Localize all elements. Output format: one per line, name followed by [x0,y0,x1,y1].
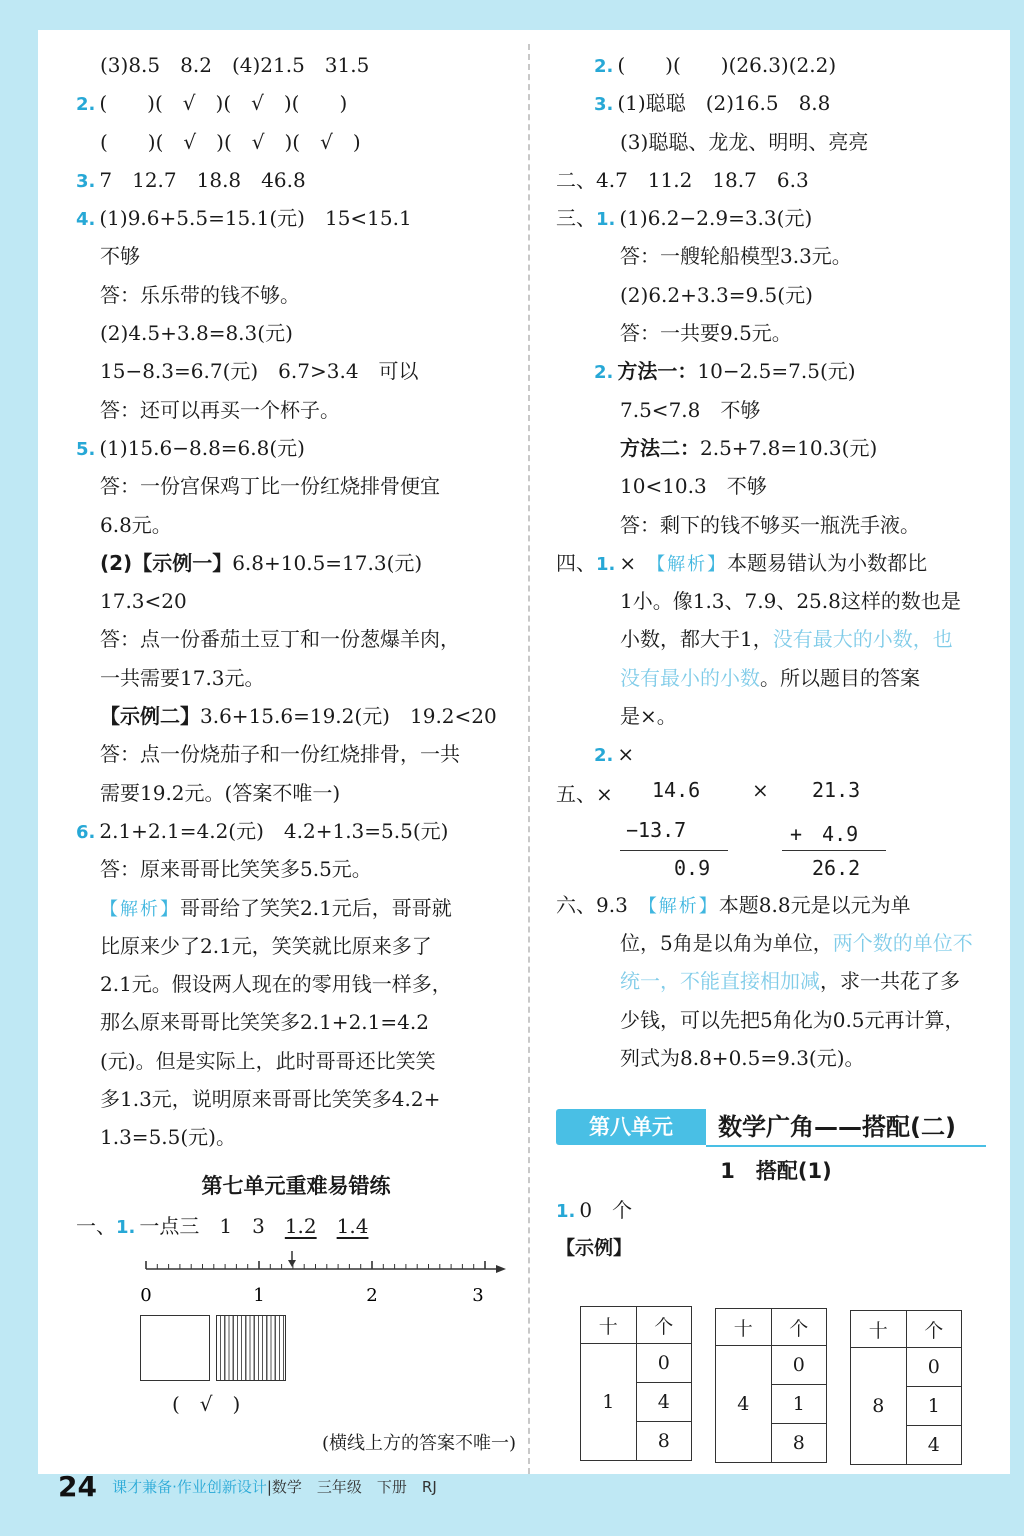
vertical1-rule [620,850,728,851]
unit-title: 数学广角——搭配(二) [718,1113,956,1142]
question-number: 2. [594,362,614,384]
answer-line: 2. ( )( )(26.3)(2.2) [594,53,837,77]
table-header-tens: 十 [716,1309,772,1346]
answer-line: 答：原来哥哥比笑笑多5.5元。 [100,857,372,882]
pointer-arrow-head [288,1260,296,1267]
answer-line: 需要19.2元。(答案不唯一) [100,780,341,805]
vertical2-add: + 4.9 [790,821,859,846]
blank-answer: 1.2 [284,1213,317,1238]
answer-line: 3. (1)聪聪 (2)16.5 8.8 [594,91,831,116]
table-ones-cell: 4 [636,1383,692,1422]
question-number: 5. [76,438,96,460]
answer-line: 答：还可以再买一个杯子。 [100,397,340,422]
analysis-line: 六、9.3 【解析】本题8.8元是以元为单 [556,892,911,917]
answer-line: 方法二：2.5+7.8=10.3(元) [620,435,878,460]
table-ones-cell: 8 [636,1422,692,1461]
answer-line: 二、4.7 11.2 18.7 6.3 [556,167,809,192]
analysis-line: 多1.3元，说明原来哥哥比笑笑多4.2+ [100,1087,441,1112]
question-number: 1. [116,1216,136,1238]
answer-line: (3)聪聪、龙龙、明明、亮亮 [620,129,869,154]
question-number: 3. [76,170,96,192]
analysis-line: 【解析】哥哥给了笑笑2.1元后，哥哥就 [100,895,452,920]
left-column [76,46,516,1464]
wrong-mark: × [752,777,769,802]
page-border-right [1010,0,1024,1536]
unit-banner [556,1105,996,1151]
analysis-line: 列式为8.8+0.5=9.3(元)。 [620,1045,865,1070]
analysis-tag: 【解析】 [100,898,180,920]
column-divider [528,44,530,1474]
note-line: (横线上方的答案不唯一) [321,1433,516,1455]
tick-label: 3 [472,1284,484,1306]
answer-line: 答：剩下的钱不够买一瓶洗手液。 [620,512,920,537]
table-header-ones: 个 [636,1307,692,1344]
answer-line: 3. 7 12.7 18.8 46.8 [76,167,306,192]
tick-label: 0 [140,1284,152,1306]
analysis-line: 统一，不能直接相加减，求一共花了多 [620,969,960,994]
answer-line: ( )( √ )( √ )( √ ) [100,129,361,154]
unit-badge: 第八单元 [556,1109,706,1145]
answer-line: 10<10.3 不够 [620,474,767,499]
shaded-square [216,1315,286,1381]
answer-line: 4. (1)9.6+5.5=15.1(元) 15<15.1 [76,206,412,231]
number-line-ticks [146,1261,485,1269]
analysis-line: 比原来少了2.1元，笑笑就比原来多了 [100,933,432,958]
question-number: 1. [556,1201,576,1223]
answer-line: (3)8.5 8.2 (4)21.5 31.5 [100,53,370,77]
table-tens-cell: 1 [581,1344,637,1461]
page-number: 24 [58,1470,97,1503]
answer-line: 答：点一份番茄土豆丁和一份葱爆羊肉， [100,627,460,652]
question-number: 3. [594,94,614,116]
table-header-tens: 十 [851,1311,907,1348]
vertical2-rule [782,850,886,851]
highlight-text: 没有最小的小数 [620,665,760,690]
question-number: 1. [596,553,616,575]
table-ones-cell: 0 [771,1346,827,1385]
highlight-text: 统一，不能直接相加减 [620,969,820,994]
section-label: 五、× [556,781,613,806]
answer-line: 答：一共要9.5元。 [620,321,792,346]
question-number: 4. [76,209,96,231]
answer-line: 三、1. (1)6.2−2.9=3.3(元) [556,206,813,231]
table-tens-cell: 4 [716,1346,772,1463]
answer-line: 答：点一份烧茄子和一份红烧排骨，一共 [100,742,460,767]
vertical1-top: 14.6 [652,777,701,802]
answer-line: (2)6.2+3.3=9.5(元) [620,282,813,307]
answer-line: 7.5<7.8 不够 [620,397,761,422]
question-number: 1. [596,209,616,231]
lesson-title: 1 搭配(1) [720,1159,832,1184]
answer-line: 2. ( )( √ )( √ )( ) [76,91,348,116]
table-ones-cell: 0 [906,1348,962,1387]
section-title: 第七单元重难易错练 [201,1173,391,1198]
highlight-text: 两个数的单位不 [832,930,973,955]
table-header-tens: 十 [581,1307,637,1344]
table-ones-cell: 1 [771,1385,827,1424]
answer-line: (2)【示例一】6.8+10.5=17.3(元) [100,550,423,575]
tick-label: 2 [366,1284,378,1306]
answer-line: 答：一艘轮船模型3.3元。 [620,244,852,269]
answer-line: 6.8元。 [100,512,172,537]
vertical1-subtract: −13.7 [626,817,687,842]
analysis-tag: 【解析】 [647,895,719,917]
analysis-line: (元)。但是实际上，此时哥哥还比笑笑 [100,1048,436,1073]
blank-answer: 1.4 [336,1213,369,1238]
place-value-table [580,1306,692,1461]
answer-line: 答：乐乐带的钱不够。 [100,282,300,307]
answer-line: 1. 0 个 [556,1198,633,1223]
analysis-line: 没有最小的小数。所以题目的答案 [620,665,920,690]
table-header-ones: 个 [771,1309,827,1346]
analysis-line: 1.3=5.5(元)。 [100,1125,236,1150]
table-ones-cell: 1 [906,1387,962,1426]
analysis-line: 少钱，可以先把5角化为0.5元再计算， [620,1007,965,1032]
tick-label: 1 [253,1284,265,1306]
table-ones-cell: 8 [771,1424,827,1463]
question-number: 2. [76,94,96,116]
answer-line: ( √ ) [172,1391,241,1416]
answer-line: 2. 方法一：10−2.5=7.5(元) [594,359,856,384]
analysis-line: 小数，都大于1，没有最大的小数，也 [620,627,953,652]
question-number: 2. [594,56,614,77]
answer-line: 15−8.3=6.7(元) 6.7>3.4 可以 [100,359,419,384]
vertical2-result: 26.2 [812,855,861,880]
question-number: 6. [76,821,96,843]
footer-series: 课才兼备·作业创新设计|数学 三年级 下册 RJ [112,1478,437,1496]
analysis-line: 那么原来哥哥比笑笑多2.1+2.1=4.2 [100,1010,429,1035]
vertical-calculations [556,774,996,886]
place-value-table [715,1308,827,1463]
analysis-line: 位，5角是以角为单位，两个数的单位不 [620,930,973,955]
unit-underline [706,1145,986,1147]
analysis-line: 1小。像1.3、7.9、25.8这样的数也是 [620,589,961,614]
answer-line: 17.3<20 [100,589,187,614]
unit-squares [76,1315,516,1385]
number-line-svg [76,1249,516,1315]
vertical2-top: 21.3 [812,777,861,802]
answer-line: 5. (1)15.6−8.8=6.8(元) [76,435,305,460]
answer-line: 不够 [100,244,140,269]
number-line [76,1249,516,1315]
answer-line: 答：一份宫保鸡丁比一份红烧排骨便宜 [100,474,440,499]
analysis-line: 是×。 [620,704,677,729]
answer-line: 一、1. 一点三 1 3 1.2 1.4 [76,1213,369,1238]
table-ones-cell: 0 [636,1344,692,1383]
page-footer [58,1470,437,1506]
page-border-top [0,0,1024,30]
answer-line: 2. × [594,742,635,767]
place-value-table [850,1310,962,1465]
analysis-line: 2.1元。假设两人现在的零用钱一样多， [100,972,452,997]
highlight-text: 没有最大的小数，也 [772,627,953,652]
empty-square [140,1315,210,1381]
answer-line: (2)4.5+3.8=8.3(元) [100,321,293,346]
page-border-left [0,0,38,1536]
example-label: 【示例】 [556,1237,633,1260]
table-ones-cell: 4 [906,1426,962,1465]
vertical1-result: 0.9 [674,855,711,880]
answer-line: 6. 2.1+2.1=4.2(元) 4.2+1.3=5.5(元) [76,818,449,843]
answer-line: 【示例二】3.6+15.6=19.2(元) 19.2<20 [100,704,497,729]
table-tens-cell: 8 [851,1348,907,1465]
analysis-tag: 【解析】 [656,553,728,575]
right-column [556,46,996,1268]
table-header-ones: 个 [906,1311,962,1348]
question-number: 2. [594,745,614,767]
analysis-line: 四、1. × 【解析】本题易错认为小数都比 [556,550,928,575]
answer-line: 一共需要17.3元。 [100,665,265,690]
